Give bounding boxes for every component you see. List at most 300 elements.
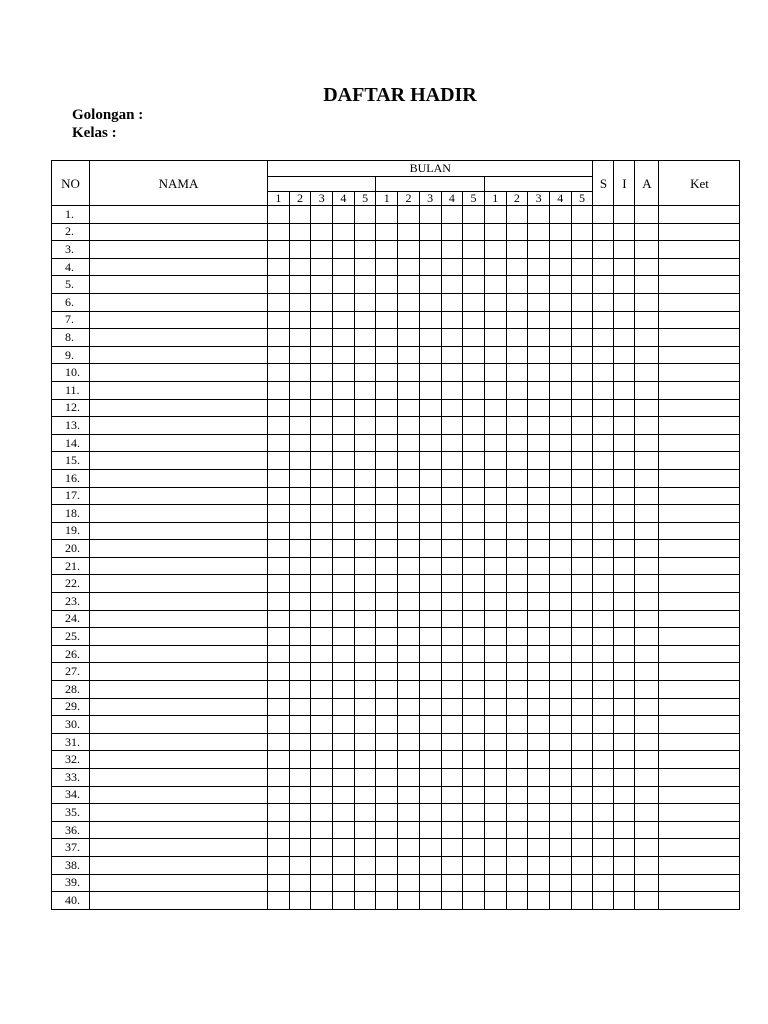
attendance-cell[interactable] bbox=[528, 293, 550, 311]
attendance-cell[interactable] bbox=[333, 381, 355, 399]
attendance-cell[interactable] bbox=[268, 681, 290, 699]
attendance-cell[interactable] bbox=[463, 645, 485, 663]
attendance-cell[interactable] bbox=[311, 663, 333, 681]
attendance-cell[interactable] bbox=[398, 575, 420, 593]
attendance-cell[interactable] bbox=[354, 698, 376, 716]
ket-cell[interactable] bbox=[659, 434, 740, 452]
attendance-cell[interactable] bbox=[571, 364, 593, 382]
attendance-cell[interactable] bbox=[333, 364, 355, 382]
i-cell[interactable] bbox=[614, 645, 635, 663]
attendance-cell[interactable] bbox=[419, 786, 441, 804]
attendance-cell[interactable] bbox=[311, 856, 333, 874]
s-cell[interactable] bbox=[593, 223, 614, 241]
attendance-cell[interactable] bbox=[463, 522, 485, 540]
attendance-cell[interactable] bbox=[333, 522, 355, 540]
ket-cell[interactable] bbox=[659, 293, 740, 311]
s-cell[interactable] bbox=[593, 505, 614, 523]
attendance-cell[interactable] bbox=[441, 716, 463, 734]
attendance-cell[interactable] bbox=[419, 681, 441, 699]
attendance-cell[interactable] bbox=[311, 839, 333, 857]
ket-cell[interactable] bbox=[659, 821, 740, 839]
s-cell[interactable] bbox=[593, 329, 614, 347]
attendance-cell[interactable] bbox=[549, 821, 571, 839]
ket-cell[interactable] bbox=[659, 751, 740, 769]
attendance-cell[interactable] bbox=[441, 329, 463, 347]
s-cell[interactable] bbox=[593, 557, 614, 575]
attendance-cell[interactable] bbox=[463, 751, 485, 769]
name-cell[interactable] bbox=[90, 399, 268, 417]
name-cell[interactable] bbox=[90, 645, 268, 663]
attendance-cell[interactable] bbox=[268, 593, 290, 611]
a-cell[interactable] bbox=[635, 399, 659, 417]
attendance-cell[interactable] bbox=[528, 804, 550, 822]
i-cell[interactable] bbox=[614, 505, 635, 523]
attendance-cell[interactable] bbox=[376, 628, 398, 646]
name-cell[interactable] bbox=[90, 293, 268, 311]
attendance-cell[interactable] bbox=[333, 258, 355, 276]
attendance-cell[interactable] bbox=[419, 505, 441, 523]
attendance-cell[interactable] bbox=[463, 452, 485, 470]
attendance-cell[interactable] bbox=[354, 839, 376, 857]
a-cell[interactable] bbox=[635, 716, 659, 734]
attendance-cell[interactable] bbox=[571, 575, 593, 593]
attendance-cell[interactable] bbox=[354, 452, 376, 470]
attendance-cell[interactable] bbox=[311, 557, 333, 575]
attendance-cell[interactable] bbox=[463, 839, 485, 857]
i-cell[interactable] bbox=[614, 575, 635, 593]
s-cell[interactable] bbox=[593, 522, 614, 540]
name-cell[interactable] bbox=[90, 804, 268, 822]
attendance-cell[interactable] bbox=[398, 769, 420, 787]
attendance-cell[interactable] bbox=[528, 821, 550, 839]
attendance-cell[interactable] bbox=[376, 892, 398, 910]
attendance-cell[interactable] bbox=[571, 258, 593, 276]
attendance-cell[interactable] bbox=[289, 681, 311, 699]
attendance-cell[interactable] bbox=[376, 645, 398, 663]
a-cell[interactable] bbox=[635, 206, 659, 224]
attendance-cell[interactable] bbox=[376, 381, 398, 399]
attendance-cell[interactable] bbox=[419, 804, 441, 822]
attendance-cell[interactable] bbox=[506, 364, 528, 382]
attendance-cell[interactable] bbox=[463, 206, 485, 224]
attendance-cell[interactable] bbox=[268, 487, 290, 505]
attendance-cell[interactable] bbox=[289, 522, 311, 540]
attendance-cell[interactable] bbox=[506, 557, 528, 575]
attendance-cell[interactable] bbox=[311, 769, 333, 787]
attendance-cell[interactable] bbox=[506, 223, 528, 241]
s-cell[interactable] bbox=[593, 786, 614, 804]
i-cell[interactable] bbox=[614, 716, 635, 734]
i-cell[interactable] bbox=[614, 276, 635, 294]
attendance-cell[interactable] bbox=[398, 593, 420, 611]
attendance-cell[interactable] bbox=[484, 346, 506, 364]
s-cell[interactable] bbox=[593, 434, 614, 452]
a-cell[interactable] bbox=[635, 329, 659, 347]
month-name-cell[interactable] bbox=[484, 177, 593, 192]
attendance-cell[interactable] bbox=[441, 469, 463, 487]
attendance-cell[interactable] bbox=[441, 540, 463, 558]
ket-cell[interactable] bbox=[659, 874, 740, 892]
attendance-cell[interactable] bbox=[506, 751, 528, 769]
name-cell[interactable] bbox=[90, 716, 268, 734]
s-cell[interactable] bbox=[593, 628, 614, 646]
attendance-cell[interactable] bbox=[441, 206, 463, 224]
i-cell[interactable] bbox=[614, 751, 635, 769]
a-cell[interactable] bbox=[635, 628, 659, 646]
attendance-cell[interactable] bbox=[354, 223, 376, 241]
attendance-cell[interactable] bbox=[354, 434, 376, 452]
attendance-cell[interactable] bbox=[463, 417, 485, 435]
attendance-cell[interactable] bbox=[549, 434, 571, 452]
attendance-cell[interactable] bbox=[333, 645, 355, 663]
attendance-cell[interactable] bbox=[484, 575, 506, 593]
attendance-cell[interactable] bbox=[484, 381, 506, 399]
i-cell[interactable] bbox=[614, 487, 635, 505]
attendance-cell[interactable] bbox=[289, 698, 311, 716]
s-cell[interactable] bbox=[593, 346, 614, 364]
attendance-cell[interactable] bbox=[506, 258, 528, 276]
attendance-cell[interactable] bbox=[484, 716, 506, 734]
attendance-cell[interactable] bbox=[311, 874, 333, 892]
attendance-cell[interactable] bbox=[333, 733, 355, 751]
attendance-cell[interactable] bbox=[463, 698, 485, 716]
attendance-cell[interactable] bbox=[549, 206, 571, 224]
attendance-cell[interactable] bbox=[419, 522, 441, 540]
attendance-cell[interactable] bbox=[289, 206, 311, 224]
s-cell[interactable] bbox=[593, 452, 614, 470]
attendance-cell[interactable] bbox=[311, 593, 333, 611]
attendance-cell[interactable] bbox=[571, 417, 593, 435]
attendance-cell[interactable] bbox=[528, 681, 550, 699]
attendance-cell[interactable] bbox=[441, 575, 463, 593]
attendance-cell[interactable] bbox=[376, 346, 398, 364]
attendance-cell[interactable] bbox=[289, 364, 311, 382]
attendance-cell[interactable] bbox=[376, 698, 398, 716]
i-cell[interactable] bbox=[614, 469, 635, 487]
attendance-cell[interactable] bbox=[441, 434, 463, 452]
attendance-cell[interactable] bbox=[463, 381, 485, 399]
attendance-cell[interactable] bbox=[484, 804, 506, 822]
attendance-cell[interactable] bbox=[528, 311, 550, 329]
attendance-cell[interactable] bbox=[398, 258, 420, 276]
a-cell[interactable] bbox=[635, 892, 659, 910]
i-cell[interactable] bbox=[614, 522, 635, 540]
attendance-cell[interactable] bbox=[528, 645, 550, 663]
attendance-cell[interactable] bbox=[289, 381, 311, 399]
attendance-cell[interactable] bbox=[311, 258, 333, 276]
attendance-cell[interactable] bbox=[419, 575, 441, 593]
attendance-cell[interactable] bbox=[441, 821, 463, 839]
name-cell[interactable] bbox=[90, 522, 268, 540]
ket-cell[interactable] bbox=[659, 417, 740, 435]
a-cell[interactable] bbox=[635, 645, 659, 663]
attendance-cell[interactable] bbox=[549, 487, 571, 505]
s-cell[interactable] bbox=[593, 364, 614, 382]
attendance-cell[interactable] bbox=[419, 487, 441, 505]
attendance-cell[interactable] bbox=[441, 751, 463, 769]
attendance-cell[interactable] bbox=[354, 206, 376, 224]
name-cell[interactable] bbox=[90, 786, 268, 804]
attendance-cell[interactable] bbox=[354, 469, 376, 487]
attendance-cell[interactable] bbox=[333, 293, 355, 311]
attendance-cell[interactable] bbox=[528, 241, 550, 259]
attendance-cell[interactable] bbox=[463, 821, 485, 839]
attendance-cell[interactable] bbox=[289, 346, 311, 364]
attendance-cell[interactable] bbox=[571, 540, 593, 558]
ket-cell[interactable] bbox=[659, 769, 740, 787]
attendance-cell[interactable] bbox=[549, 346, 571, 364]
attendance-cell[interactable] bbox=[376, 223, 398, 241]
attendance-cell[interactable] bbox=[571, 434, 593, 452]
name-cell[interactable] bbox=[90, 769, 268, 787]
attendance-cell[interactable] bbox=[506, 487, 528, 505]
attendance-cell[interactable] bbox=[549, 452, 571, 470]
attendance-cell[interactable] bbox=[268, 522, 290, 540]
name-cell[interactable] bbox=[90, 856, 268, 874]
attendance-cell[interactable] bbox=[419, 733, 441, 751]
ket-cell[interactable] bbox=[659, 557, 740, 575]
attendance-cell[interactable] bbox=[484, 628, 506, 646]
attendance-cell[interactable] bbox=[571, 346, 593, 364]
attendance-cell[interactable] bbox=[354, 364, 376, 382]
i-cell[interactable] bbox=[614, 399, 635, 417]
attendance-cell[interactable] bbox=[376, 522, 398, 540]
attendance-cell[interactable] bbox=[463, 716, 485, 734]
attendance-cell[interactable] bbox=[549, 469, 571, 487]
attendance-cell[interactable] bbox=[376, 821, 398, 839]
attendance-cell[interactable] bbox=[484, 206, 506, 224]
ket-cell[interactable] bbox=[659, 610, 740, 628]
attendance-cell[interactable] bbox=[333, 223, 355, 241]
attendance-cell[interactable] bbox=[398, 663, 420, 681]
attendance-cell[interactable] bbox=[398, 804, 420, 822]
attendance-cell[interactable] bbox=[463, 681, 485, 699]
attendance-cell[interactable] bbox=[268, 557, 290, 575]
ket-cell[interactable] bbox=[659, 698, 740, 716]
s-cell[interactable] bbox=[593, 399, 614, 417]
attendance-cell[interactable] bbox=[571, 522, 593, 540]
attendance-cell[interactable] bbox=[289, 663, 311, 681]
name-cell[interactable] bbox=[90, 698, 268, 716]
attendance-cell[interactable] bbox=[528, 258, 550, 276]
attendance-cell[interactable] bbox=[398, 329, 420, 347]
attendance-cell[interactable] bbox=[528, 487, 550, 505]
attendance-cell[interactable] bbox=[528, 329, 550, 347]
attendance-cell[interactable] bbox=[268, 769, 290, 787]
attendance-cell[interactable] bbox=[289, 329, 311, 347]
a-cell[interactable] bbox=[635, 610, 659, 628]
name-cell[interactable] bbox=[90, 206, 268, 224]
attendance-cell[interactable] bbox=[311, 575, 333, 593]
attendance-cell[interactable] bbox=[289, 610, 311, 628]
attendance-cell[interactable] bbox=[484, 469, 506, 487]
name-cell[interactable] bbox=[90, 628, 268, 646]
attendance-cell[interactable] bbox=[441, 663, 463, 681]
attendance-cell[interactable] bbox=[268, 610, 290, 628]
attendance-cell[interactable] bbox=[463, 610, 485, 628]
attendance-cell[interactable] bbox=[376, 206, 398, 224]
attendance-cell[interactable] bbox=[354, 399, 376, 417]
attendance-cell[interactable] bbox=[506, 452, 528, 470]
i-cell[interactable] bbox=[614, 628, 635, 646]
attendance-cell[interactable] bbox=[398, 487, 420, 505]
attendance-cell[interactable] bbox=[333, 206, 355, 224]
attendance-cell[interactable] bbox=[484, 223, 506, 241]
attendance-cell[interactable] bbox=[289, 856, 311, 874]
attendance-cell[interactable] bbox=[506, 540, 528, 558]
attendance-cell[interactable] bbox=[463, 487, 485, 505]
attendance-cell[interactable] bbox=[441, 364, 463, 382]
attendance-cell[interactable] bbox=[311, 223, 333, 241]
attendance-cell[interactable] bbox=[506, 628, 528, 646]
attendance-cell[interactable] bbox=[484, 452, 506, 470]
ket-cell[interactable] bbox=[659, 241, 740, 259]
attendance-cell[interactable] bbox=[311, 241, 333, 259]
i-cell[interactable] bbox=[614, 452, 635, 470]
attendance-cell[interactable] bbox=[376, 364, 398, 382]
name-cell[interactable] bbox=[90, 241, 268, 259]
name-cell[interactable] bbox=[90, 417, 268, 435]
attendance-cell[interactable] bbox=[268, 241, 290, 259]
attendance-cell[interactable] bbox=[571, 241, 593, 259]
attendance-cell[interactable] bbox=[354, 293, 376, 311]
attendance-cell[interactable] bbox=[333, 417, 355, 435]
attendance-cell[interactable] bbox=[333, 593, 355, 611]
i-cell[interactable] bbox=[614, 663, 635, 681]
attendance-cell[interactable] bbox=[571, 645, 593, 663]
attendance-cell[interactable] bbox=[419, 293, 441, 311]
attendance-cell[interactable] bbox=[463, 874, 485, 892]
attendance-cell[interactable] bbox=[484, 786, 506, 804]
attendance-cell[interactable] bbox=[463, 434, 485, 452]
attendance-cell[interactable] bbox=[528, 452, 550, 470]
attendance-cell[interactable] bbox=[376, 557, 398, 575]
attendance-cell[interactable] bbox=[333, 346, 355, 364]
s-cell[interactable] bbox=[593, 469, 614, 487]
s-cell[interactable] bbox=[593, 241, 614, 259]
attendance-cell[interactable] bbox=[528, 769, 550, 787]
i-cell[interactable] bbox=[614, 733, 635, 751]
attendance-cell[interactable] bbox=[289, 399, 311, 417]
attendance-cell[interactable] bbox=[354, 716, 376, 734]
attendance-cell[interactable] bbox=[484, 276, 506, 294]
attendance-cell[interactable] bbox=[376, 487, 398, 505]
s-cell[interactable] bbox=[593, 804, 614, 822]
attendance-cell[interactable] bbox=[441, 381, 463, 399]
attendance-cell[interactable] bbox=[571, 381, 593, 399]
attendance-cell[interactable] bbox=[268, 575, 290, 593]
name-cell[interactable] bbox=[90, 575, 268, 593]
attendance-cell[interactable] bbox=[268, 733, 290, 751]
attendance-cell[interactable] bbox=[506, 716, 528, 734]
attendance-cell[interactable] bbox=[484, 399, 506, 417]
attendance-cell[interactable] bbox=[398, 821, 420, 839]
attendance-cell[interactable] bbox=[376, 575, 398, 593]
attendance-cell[interactable] bbox=[333, 786, 355, 804]
attendance-cell[interactable] bbox=[289, 645, 311, 663]
name-cell[interactable] bbox=[90, 681, 268, 699]
attendance-cell[interactable] bbox=[571, 716, 593, 734]
attendance-cell[interactable] bbox=[398, 786, 420, 804]
s-cell[interactable] bbox=[593, 311, 614, 329]
s-cell[interactable] bbox=[593, 258, 614, 276]
attendance-cell[interactable] bbox=[333, 856, 355, 874]
attendance-cell[interactable] bbox=[419, 452, 441, 470]
attendance-cell[interactable] bbox=[376, 769, 398, 787]
attendance-cell[interactable] bbox=[506, 874, 528, 892]
attendance-cell[interactable] bbox=[268, 786, 290, 804]
attendance-cell[interactable] bbox=[398, 540, 420, 558]
attendance-cell[interactable] bbox=[333, 452, 355, 470]
attendance-cell[interactable] bbox=[528, 892, 550, 910]
attendance-cell[interactable] bbox=[441, 769, 463, 787]
attendance-cell[interactable] bbox=[268, 206, 290, 224]
attendance-cell[interactable] bbox=[311, 681, 333, 699]
attendance-cell[interactable] bbox=[463, 540, 485, 558]
attendance-cell[interactable] bbox=[419, 821, 441, 839]
name-cell[interactable] bbox=[90, 892, 268, 910]
attendance-cell[interactable] bbox=[311, 716, 333, 734]
attendance-cell[interactable] bbox=[311, 698, 333, 716]
attendance-cell[interactable] bbox=[419, 364, 441, 382]
attendance-cell[interactable] bbox=[376, 839, 398, 857]
attendance-cell[interactable] bbox=[376, 399, 398, 417]
attendance-cell[interactable] bbox=[463, 557, 485, 575]
attendance-cell[interactable] bbox=[506, 293, 528, 311]
attendance-cell[interactable] bbox=[289, 505, 311, 523]
ket-cell[interactable] bbox=[659, 804, 740, 822]
attendance-cell[interactable] bbox=[398, 399, 420, 417]
attendance-cell[interactable] bbox=[484, 856, 506, 874]
attendance-cell[interactable] bbox=[333, 505, 355, 523]
name-cell[interactable] bbox=[90, 593, 268, 611]
attendance-cell[interactable] bbox=[333, 874, 355, 892]
attendance-cell[interactable] bbox=[528, 593, 550, 611]
attendance-cell[interactable] bbox=[484, 417, 506, 435]
i-cell[interactable] bbox=[614, 804, 635, 822]
attendance-cell[interactable] bbox=[354, 258, 376, 276]
attendance-cell[interactable] bbox=[268, 751, 290, 769]
attendance-cell[interactable] bbox=[289, 786, 311, 804]
attendance-cell[interactable] bbox=[398, 698, 420, 716]
attendance-cell[interactable] bbox=[289, 839, 311, 857]
a-cell[interactable] bbox=[635, 856, 659, 874]
attendance-cell[interactable] bbox=[311, 293, 333, 311]
name-cell[interactable] bbox=[90, 540, 268, 558]
attendance-cell[interactable] bbox=[484, 293, 506, 311]
attendance-cell[interactable] bbox=[419, 206, 441, 224]
name-cell[interactable] bbox=[90, 557, 268, 575]
attendance-cell[interactable] bbox=[528, 505, 550, 523]
attendance-cell[interactable] bbox=[398, 293, 420, 311]
attendance-cell[interactable] bbox=[506, 346, 528, 364]
attendance-cell[interactable] bbox=[528, 663, 550, 681]
a-cell[interactable] bbox=[635, 364, 659, 382]
attendance-cell[interactable] bbox=[484, 364, 506, 382]
attendance-cell[interactable] bbox=[549, 716, 571, 734]
name-cell[interactable] bbox=[90, 434, 268, 452]
a-cell[interactable] bbox=[635, 346, 659, 364]
a-cell[interactable] bbox=[635, 821, 659, 839]
attendance-cell[interactable] bbox=[398, 469, 420, 487]
attendance-cell[interactable] bbox=[289, 293, 311, 311]
attendance-cell[interactable] bbox=[419, 628, 441, 646]
attendance-cell[interactable] bbox=[484, 610, 506, 628]
name-cell[interactable] bbox=[90, 874, 268, 892]
s-cell[interactable] bbox=[593, 575, 614, 593]
attendance-cell[interactable] bbox=[268, 856, 290, 874]
ket-cell[interactable] bbox=[659, 663, 740, 681]
